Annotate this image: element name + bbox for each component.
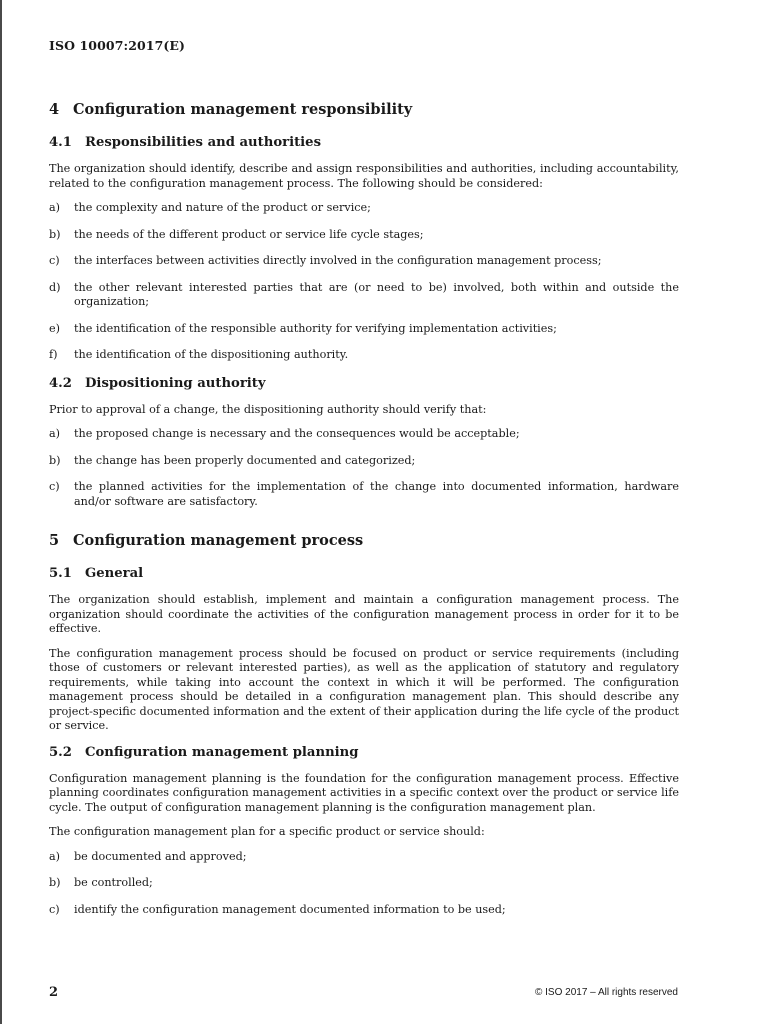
list-item-label: c) xyxy=(49,902,60,916)
list-item xyxy=(49,480,679,509)
subsection-title: Dispositioning authority xyxy=(85,375,266,391)
document-body xyxy=(49,100,679,929)
section-4-1-heading xyxy=(49,134,679,152)
subsection-number: 5.2 xyxy=(49,744,72,760)
list-item-text: the planned activities for the implementation of the change into documented information, hardware and/or software are satisfactory. xyxy=(74,480,679,508)
copyright-notice: © ISO 2017 – All rights reserved xyxy=(535,987,678,998)
list-item-text: the identification of the responsible authority for verifying implementation activities; xyxy=(74,321,557,335)
list-item-label: a) xyxy=(49,201,61,214)
section-5-2-paragraph-1: Configuration management planning is the foundation for the configuration management process. Effective planning coordinates configuration management activities in a specific context over the product or service life cycle. The output of configuration management planning is the configuration management plan. xyxy=(49,771,679,814)
list-item-text: be documented and approved; xyxy=(74,849,247,863)
section-4-2-heading xyxy=(49,375,679,393)
list-item xyxy=(49,348,679,363)
section-5-2-paragraph-2: The configuration management plan for a specific product or service should: xyxy=(49,825,485,838)
document-identifier: ISO 10007:2017(E) xyxy=(49,38,186,53)
section-number: 5 xyxy=(49,532,60,549)
section-5-1-heading xyxy=(49,565,679,583)
subsection-title: General xyxy=(85,566,144,581)
subsection-number: 4.2 xyxy=(49,375,72,391)
section-5-heading xyxy=(49,531,679,551)
list-item-text: identify the configuration management documented information to be used; xyxy=(74,902,506,916)
list-item xyxy=(49,427,679,442)
section-title: Configuration management responsibility xyxy=(73,101,413,118)
list-item-label: c) xyxy=(49,254,60,267)
list-item xyxy=(49,850,679,865)
list-item-text: the interfaces between activities directly involved in the configuration management process; xyxy=(74,254,602,267)
subsection-number: 4.1 xyxy=(49,135,72,150)
list-item-label: e) xyxy=(49,321,60,335)
list-item xyxy=(49,281,679,310)
list-item-text: the complexity and nature of the product or service; xyxy=(74,201,371,214)
list-item-label: a) xyxy=(49,427,61,440)
list-item-label: a) xyxy=(49,849,61,863)
list-item-label: b) xyxy=(49,227,61,241)
section-spacer xyxy=(49,521,679,531)
list-item-label: b) xyxy=(49,453,61,467)
section-4-2-list xyxy=(49,427,679,509)
section-title: Configuration management process xyxy=(73,532,364,549)
section-4-heading xyxy=(49,100,679,120)
list-item-text: be controlled; xyxy=(74,876,153,889)
page-number: 2 xyxy=(49,985,59,1000)
list-item-text: the needs of the different product or service life cycle stages; xyxy=(74,227,424,241)
list-item xyxy=(49,254,679,269)
section-5-1-paragraph-2: The configuration management process should be focused on product or service requirements (including those of customers or relevant interested parties), as well as the application of statutory and regulatory requirements, while taking into account the context in which it will be performed. The configuration management process should be detailed in a configuration management plan. This should describe any project-specific documented information and the extent of their application during the life cycle of the product or service. xyxy=(49,646,679,732)
section-4-1-intro: The organization should identify, describe and assign responsibilities and authorities, including accountability, related to the configuration management process. The following should be considered: xyxy=(49,162,679,190)
section-4-1-list xyxy=(49,201,679,363)
list-item-label: d) xyxy=(49,280,61,294)
page-edge-rule xyxy=(0,0,2,1024)
section-4-2-intro: Prior to approval of a change, the dispositioning authority should verify that: xyxy=(49,402,487,416)
list-item xyxy=(49,454,679,469)
list-item xyxy=(49,876,679,891)
list-item-text: the other relevant interested parties that are (or need to be) involved, both within and outside the organization; xyxy=(74,280,679,308)
list-item-text: the change has been properly documented and categorized; xyxy=(74,453,416,467)
section-5-1-paragraph-1: The organization should establish, implement and maintain a configuration management process. The organization should coordinate the activities of the configuration management process in order for it to be effective. xyxy=(49,593,679,635)
list-item-label: f) xyxy=(49,348,58,361)
list-item-label: c) xyxy=(49,480,60,493)
subsection-title: Configuration management planning xyxy=(85,744,359,760)
subsection-number: 5.1 xyxy=(49,566,72,581)
section-number: 4 xyxy=(49,101,60,118)
section-5-2-heading xyxy=(49,744,679,762)
list-item xyxy=(49,903,679,918)
list-item-label: b) xyxy=(49,876,61,889)
section-5-2-list xyxy=(49,850,679,918)
list-item-text: the identification of the dispositioning authority. xyxy=(74,348,349,361)
list-item xyxy=(49,228,679,243)
list-item xyxy=(49,322,679,337)
list-item-text: the proposed change is necessary and the consequences would be acceptable; xyxy=(74,427,520,440)
subsection-title: Responsibilities and authorities xyxy=(85,135,321,150)
list-item xyxy=(49,201,679,216)
